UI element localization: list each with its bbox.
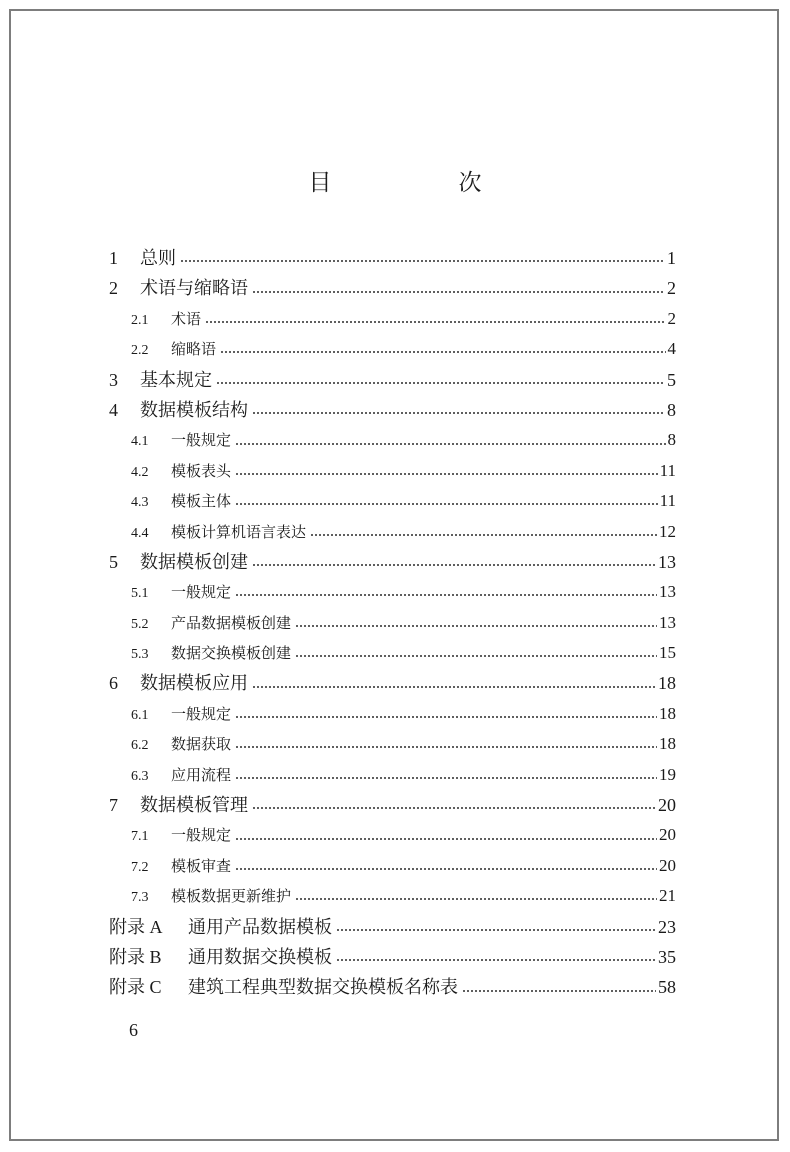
dot-leader [180,260,665,262]
toc-entry-page: 13 [659,582,676,602]
dot-leader [336,959,656,961]
toc-entry[interactable] [109,517,676,547]
toc-entry[interactable] [109,638,676,668]
dot-leader [295,655,657,657]
toc-entry-number: 7 [109,795,118,816]
toc-entry-label: 一般规定 [171,826,232,845]
toc-entry-label: 数据模板应用 [140,673,248,695]
toc-entry-number: 1 [109,248,118,268]
toc-entry-label: 通用产品数据模板 [188,916,332,938]
dot-leader [235,716,657,718]
toc-entry-label: 一般规定 [171,431,232,450]
toc-entry-number: 3 [109,369,118,390]
toc-entry-number: 4.3 [131,495,149,511]
toc-entry-page: 18 [658,673,676,694]
dot-leader [295,898,657,900]
toc-entry-label: 模板审查 [171,856,232,875]
toc-entry-label: 模板数据更新维护 [171,887,292,906]
toc-entry-page: 8 [667,430,676,450]
toc-entry-number: 附录 B [109,946,162,967]
toc-entry-number: 4.4 [131,525,149,541]
toc-entry-page: 15 [659,643,676,663]
dot-leader [220,351,665,353]
toc-entry-number: 2.2 [131,343,149,359]
dot-leader [235,443,665,445]
toc-entry[interactable] [109,729,676,759]
toc-entry[interactable] [109,425,676,455]
toc-entry-page: 11 [659,491,676,511]
toc-entry-page: 58 [658,977,676,998]
toc-entry-page: 2 [667,308,676,328]
toc-entry-label: 建筑工程典型数据交换模板名称表 [188,977,458,999]
toc-entry-label: 应用流程 [171,765,232,784]
toc-entry-label: 总则 [140,248,176,269]
toc-entry-number: 6 [109,673,118,694]
toc-entry-page: 19 [659,764,676,784]
toc-entry[interactable] [109,881,676,911]
toc-entry-label: 一般规定 [171,704,232,723]
toc-entry-label: 数据模板管理 [140,795,248,817]
dot-leader [252,564,656,566]
toc-entry-label: 通用数据交换模板 [188,946,332,968]
toc-entry[interactable] [109,456,676,486]
dot-leader [235,868,657,870]
toc-entry-page: 8 [667,399,676,420]
toc-entry-number: 4.1 [131,434,149,450]
toc-entry-number: 7.2 [131,859,149,875]
toc-entry-number: 5.3 [131,647,149,663]
toc-entry-label: 一般规定 [171,583,232,602]
toc-entry-label: 数据交换模板创建 [171,644,292,663]
toc-entry-page: 13 [659,612,676,632]
dot-leader [205,321,665,323]
dot-leader [235,503,658,505]
dot-leader [252,686,656,688]
toc-entry-page: 35 [658,946,676,967]
dot-leader [235,838,657,840]
dot-leader [235,594,657,596]
dot-leader [235,746,657,748]
toc-entry-label: 模板主体 [171,492,232,511]
toc-entry-number: 5.1 [131,586,149,602]
dot-leader [252,807,656,809]
toc-entry[interactable] [109,334,676,364]
toc-entry-number: 6.2 [131,738,149,754]
toc-entry-number: 7.1 [131,829,149,845]
toc-entry-label: 模板表头 [171,461,232,480]
toc-entry-number: 附录 A [109,916,163,937]
toc-entry[interactable] [109,243,676,273]
toc-entry-page: 1 [667,248,676,268]
toc-entry-label: 数据模板结构 [140,399,248,421]
dot-leader [252,412,665,414]
toc-entry-page: 13 [658,551,676,572]
toc-entry-number: 2.1 [131,312,149,328]
toc-entry-page: 18 [659,703,676,723]
toc-entry-label: 模板计算机语言表达 [171,522,307,541]
toc-entry[interactable] [109,942,676,972]
toc-entry[interactable] [109,760,676,790]
toc-entry-page: 20 [658,795,676,816]
toc-entry-number: 2 [109,278,118,299]
toc-entry-label: 数据获取 [171,735,232,754]
dot-leader [252,291,665,293]
dot-leader [295,625,657,627]
toc-entry[interactable] [109,577,676,607]
toc-entry-number: 5.2 [131,616,149,632]
toc-entry[interactable] [109,912,676,942]
dot-leader [310,534,657,536]
toc-entry-number: 4.2 [131,464,149,480]
toc-entry-page: 18 [659,734,676,754]
toc-entry-number: 6.3 [131,768,149,784]
toc-entry-number: 5 [109,551,118,572]
toc-entry-label: 术语与缩略语 [140,278,248,300]
toc-entry[interactable] [109,365,676,395]
dot-leader [336,929,656,931]
toc-entry-label: 缩略语 [171,340,217,359]
toc-entry-number: 4 [109,399,118,420]
toc-entry[interactable] [109,486,676,516]
toc-entry[interactable] [109,820,676,850]
toc-entry-number: 7.3 [131,890,149,906]
toc-entry-page: 5 [667,369,676,390]
toc-entry-page: 23 [658,916,676,937]
dot-leader [235,473,658,475]
toc-entry-label: 数据模板创建 [140,551,248,573]
toc-entry[interactable] [109,395,676,425]
toc-entry[interactable] [109,547,676,577]
dot-leader [216,382,665,384]
toc-entry-number: 附录 C [109,977,162,998]
toc-entry[interactable] [109,790,676,820]
toc-entry-page: 4 [667,339,676,359]
toc-entry[interactable] [109,273,676,303]
toc-entry-page: 21 [659,886,676,906]
toc-entry-page: 12 [659,521,676,541]
toc-entry[interactable] [109,608,676,638]
toc-entry-page: 2 [667,278,676,299]
toc-entry-label: 基本规定 [140,369,212,391]
dot-leader [462,990,656,992]
page-number: 6 [129,1020,138,1040]
dot-leader [235,777,657,779]
toc-entry-label: 术语 [171,309,202,328]
toc-entry[interactable] [109,851,676,881]
toc-entry-label: 产品数据模板创建 [171,613,292,632]
toc-entry[interactable] [109,304,676,334]
toc-entry[interactable] [109,668,676,698]
toc-entry[interactable] [109,972,676,1002]
page-title: 目 次 [308,170,534,196]
toc-entry[interactable] [109,699,676,729]
toc-entry-page: 20 [659,855,676,875]
toc-entry-page: 11 [659,460,676,480]
toc-entry-page: 20 [659,825,676,845]
toc-entry-number: 6.1 [131,707,149,723]
table-of-contents [109,243,676,1003]
